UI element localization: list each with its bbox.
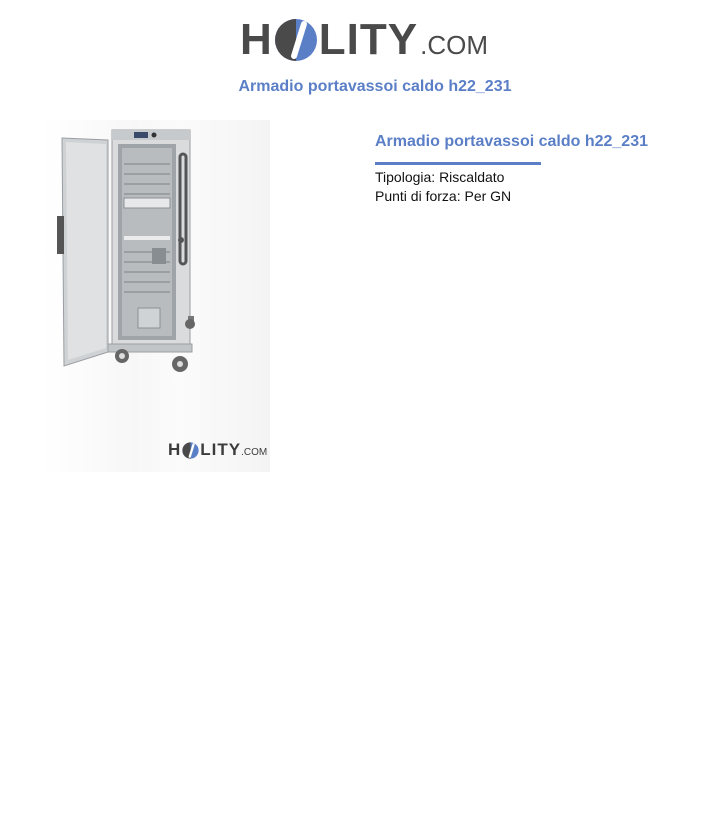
page-title: Armadio portavassoi caldo h22_231 (238, 78, 512, 95)
logo-o-icon (274, 18, 318, 62)
title-underline (375, 162, 541, 165)
image-watermark: H LITY .COM (168, 440, 268, 459)
logo-letters-lity: LITY (318, 15, 419, 64)
product-image (42, 120, 270, 472)
logo-suffix: .COM (420, 30, 488, 60)
site-logo (240, 12, 488, 68)
product-name: Armadio portavassoi caldo h22_231 (375, 133, 648, 150)
spec-tipologia: Tipologia: Riscaldato (375, 169, 505, 185)
heated-trolley-cabinet-icon (42, 120, 270, 472)
product-info (375, 132, 675, 206)
spec-punti-di-forza: Punti di forza: Per GN (375, 188, 512, 204)
watermark-logo-o-icon (182, 442, 199, 459)
logo-letter-h: H (240, 15, 273, 64)
